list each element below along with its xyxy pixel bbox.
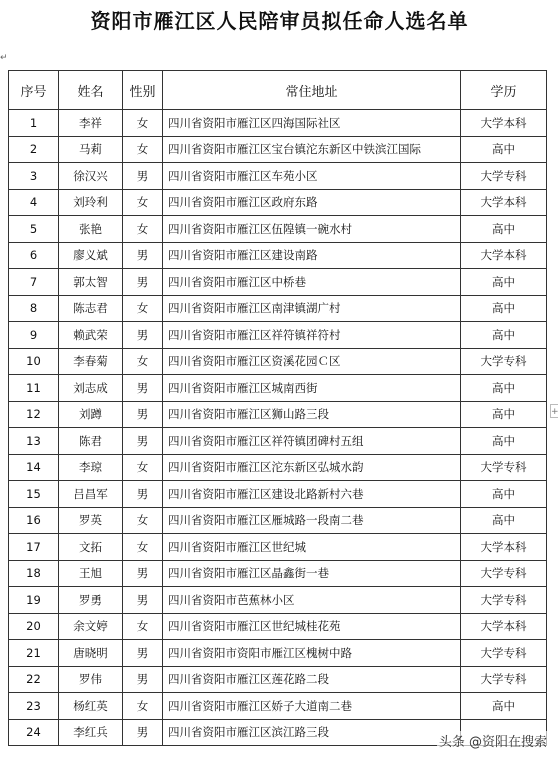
cell-no: 3 [9, 163, 59, 190]
cell-name: 徐汉兴 [59, 163, 123, 190]
cell-gender: 女 [123, 110, 163, 137]
cell-gender: 男 [123, 481, 163, 508]
table-row [9, 269, 547, 296]
cell-name: 文拓 [59, 534, 123, 561]
cell-no: 1 [9, 110, 59, 137]
anchor-arrow-icon: ↵ [0, 53, 8, 63]
cell-gender: 女 [123, 613, 163, 640]
table-row [9, 481, 547, 508]
cell-gender: 女 [123, 216, 163, 243]
table-row [9, 401, 547, 428]
cell-gender: 男 [123, 269, 163, 296]
cell-no: 2 [9, 136, 59, 163]
cell-no: 9 [9, 322, 59, 349]
cell-address: 四川省资阳市雁江区建设北路新村六巷 [163, 481, 461, 508]
cell-address: 四川省资阳市雁江区晶鑫街一巷 [163, 560, 461, 587]
cell-gender: 女 [123, 136, 163, 163]
table-row [9, 110, 547, 137]
table-row [9, 375, 547, 402]
table-row [9, 640, 547, 667]
cell-address: 四川省资阳市资阳市雁江区槐树中路 [163, 640, 461, 667]
candidate-table [8, 70, 547, 746]
cell-name: 唐晓明 [59, 640, 123, 667]
plus-handle-icon[interactable]: + [550, 404, 558, 418]
cell-address: 四川省资阳市雁江区滨江路三段 [163, 719, 461, 746]
cell-name: 杨红英 [59, 693, 123, 720]
cell-no: 10 [9, 348, 59, 375]
cell-gender: 男 [123, 163, 163, 190]
document-title: 资阳市雁江区人民陪审员拟任命人选名单 [90, 9, 469, 33]
cell-education: 大学本科 [461, 534, 547, 561]
cell-gender: 女 [123, 534, 163, 561]
cell-address: 四川省资阳市雁江区车苑小区 [163, 163, 461, 190]
cell-education: 大学专科 [461, 560, 547, 587]
cell-no: 20 [9, 613, 59, 640]
cell-name: 陈君 [59, 428, 123, 455]
cell-address: 四川省资阳市雁江区宝台镇沱东新区中铁滨江国际 [163, 136, 461, 163]
cell-gender: 男 [123, 428, 163, 455]
table-row [9, 295, 547, 322]
cell-name: 赖武荣 [59, 322, 123, 349]
cell-name: 陈志君 [59, 295, 123, 322]
cell-name: 马莉 [59, 136, 123, 163]
cell-education: 高中 [461, 136, 547, 163]
cell-gender: 男 [123, 401, 163, 428]
table-row [9, 136, 547, 163]
header-address: 常住地址 [163, 71, 461, 110]
cell-name: 李祥 [59, 110, 123, 137]
cell-no: 16 [9, 507, 59, 534]
cell-no: 4 [9, 189, 59, 216]
cell-no: 12 [9, 401, 59, 428]
cell-name: 廖义斌 [59, 242, 123, 269]
table-row [9, 666, 547, 693]
cell-address: 四川省资阳市雁江区狮山路三段 [163, 401, 461, 428]
cell-education: 高中 [461, 428, 547, 455]
cell-gender: 男 [123, 666, 163, 693]
cell-gender: 男 [123, 640, 163, 667]
cell-no: 11 [9, 375, 59, 402]
cell-address: 四川省资阳市雁江区政府东路 [163, 189, 461, 216]
cell-name: 王旭 [59, 560, 123, 587]
table-row [9, 189, 547, 216]
cell-gender: 男 [123, 719, 163, 746]
table-row [9, 613, 547, 640]
table-row [9, 163, 547, 190]
cell-address: 四川省资阳市雁江区娇子大道南二巷 [163, 693, 461, 720]
cell-gender: 女 [123, 507, 163, 534]
cell-no: 13 [9, 428, 59, 455]
cell-address: 四川省资阳市雁江区莲花路二段 [163, 666, 461, 693]
table-header-row [9, 71, 547, 110]
cell-education: 大学专科 [461, 640, 547, 667]
table-body [9, 110, 547, 746]
table-row [9, 507, 547, 534]
cell-address: 四川省资阳市雁江区建设南路 [163, 242, 461, 269]
cell-no: 6 [9, 242, 59, 269]
cell-education: 高中 [461, 375, 547, 402]
table-row [9, 428, 547, 455]
cell-no: 14 [9, 454, 59, 481]
table-row [9, 242, 547, 269]
cell-name: 罗伟 [59, 666, 123, 693]
cell-address: 四川省资阳市雁江区世纪城桂花苑 [163, 613, 461, 640]
cell-name: 罗英 [59, 507, 123, 534]
cell-education: 大学专科 [461, 454, 547, 481]
cell-address: 四川省资阳市雁江区祥符镇祥符村 [163, 322, 461, 349]
cell-address: 四川省资阳市雁江区沱东新区弘城水韵 [163, 454, 461, 481]
table-row [9, 216, 547, 243]
cell-name: 刘玲利 [59, 189, 123, 216]
cell-no: 23 [9, 693, 59, 720]
cell-no: 17 [9, 534, 59, 561]
cell-education: 大学本科 [461, 110, 547, 137]
cell-name: 张艳 [59, 216, 123, 243]
cell-address: 四川省资阳市芭蕉林小区 [163, 587, 461, 614]
cell-education: 大学专科 [461, 163, 547, 190]
cell-no: 18 [9, 560, 59, 587]
cell-education: 大学专科 [461, 587, 547, 614]
cell-gender: 男 [123, 375, 163, 402]
cell-no: 21 [9, 640, 59, 667]
cell-address: 四川省资阳市雁江区南津镇湖广村 [163, 295, 461, 322]
cell-no: 8 [9, 295, 59, 322]
cell-address: 四川省资阳市雁江区四海国际社区 [163, 110, 461, 137]
cell-name: 余文婷 [59, 613, 123, 640]
cell-gender: 女 [123, 693, 163, 720]
cell-education: 大学本科 [461, 242, 547, 269]
cell-gender: 女 [123, 454, 163, 481]
table-row [9, 322, 547, 349]
cell-no: 7 [9, 269, 59, 296]
cell-gender: 女 [123, 348, 163, 375]
cell-education: 高中 [461, 295, 547, 322]
table-row [9, 693, 547, 720]
cell-gender: 女 [123, 295, 163, 322]
cell-education: 高中 [461, 507, 547, 534]
cell-address: 四川省资阳市雁江区祥符镇团碑村五组 [163, 428, 461, 455]
cell-name: 李春菊 [59, 348, 123, 375]
table-row [9, 560, 547, 587]
cell-education: 大学专科 [461, 348, 547, 375]
cell-gender: 男 [123, 322, 163, 349]
cell-address: 四川省资阳市雁江区雁城路一段南二巷 [163, 507, 461, 534]
cell-name: 刘蹲 [59, 401, 123, 428]
table-row [9, 534, 547, 561]
cell-no: 19 [9, 587, 59, 614]
cell-gender: 男 [123, 242, 163, 269]
table-row [9, 587, 547, 614]
cell-name: 李琼 [59, 454, 123, 481]
cell-education: 高中 [461, 401, 547, 428]
cell-name: 郭太智 [59, 269, 123, 296]
cell-gender: 女 [123, 189, 163, 216]
cell-no: 22 [9, 666, 59, 693]
cell-education: 高中 [461, 269, 547, 296]
cell-gender: 男 [123, 560, 163, 587]
cell-gender: 男 [123, 587, 163, 614]
header-education: 学历 [461, 71, 547, 110]
cell-address: 四川省资阳市雁江区伍隍镇一碗水村 [163, 216, 461, 243]
cell-no: 15 [9, 481, 59, 508]
cell-name: 吕昌军 [59, 481, 123, 508]
cell-name: 李红兵 [59, 719, 123, 746]
header-no: 序号 [9, 71, 59, 110]
cell-education: 高中 [461, 693, 547, 720]
cell-education: 高中 [461, 481, 547, 508]
cell-education: 高中 [461, 322, 547, 349]
cell-name: 刘志成 [59, 375, 123, 402]
watermark: 头条 @资阳在搜索 [437, 731, 549, 750]
cell-education: 高中 [461, 216, 547, 243]
cell-no: 5 [9, 216, 59, 243]
header-gender: 性别 [123, 71, 163, 110]
header-name: 姓名 [59, 71, 123, 110]
table-row [9, 454, 547, 481]
cell-name: 罗勇 [59, 587, 123, 614]
cell-education: 大学本科 [461, 613, 547, 640]
cell-address: 四川省资阳市雁江区城南西街 [163, 375, 461, 402]
cell-address: 四川省资阳市雁江区资溪花园Ｃ区 [163, 348, 461, 375]
cell-education: 大学专科 [461, 666, 547, 693]
table-row [9, 348, 547, 375]
cell-address: 四川省资阳市雁江区中桥巷 [163, 269, 461, 296]
cell-no: 24 [9, 719, 59, 746]
cell-address: 四川省资阳市雁江区世纪城 [163, 534, 461, 561]
cell-education: 大学本科 [461, 189, 547, 216]
